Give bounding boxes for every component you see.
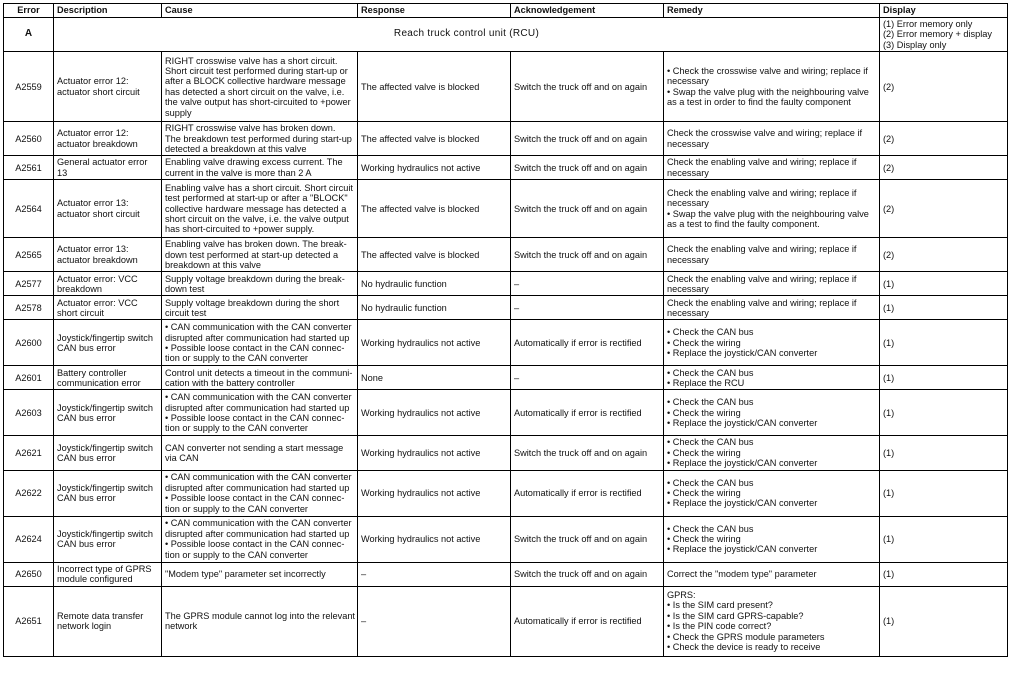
error-code: A2624 <box>4 516 54 562</box>
description-line: General actuator error <box>57 157 148 168</box>
remedy-line: as a test to find the faulty component. <box>667 219 820 230</box>
acknowledgement: Switch the truck off and on again <box>511 238 664 272</box>
acknowledgement: Switch the truck off and on again <box>511 180 664 238</box>
response: – <box>358 562 511 586</box>
display: (1) <box>880 436 1008 470</box>
description <box>54 272 162 296</box>
display: (2) <box>880 52 1008 122</box>
description-line: actuator breakdown <box>57 138 138 149</box>
description <box>54 320 162 366</box>
cause-line: has short-circuited to +power supply. <box>165 224 315 235</box>
cause <box>162 390 358 436</box>
cause-line: • Possible loose contact in the CAN connec- <box>165 412 345 423</box>
remedy-line: • Replace the RCU <box>667 377 745 388</box>
description <box>54 52 162 122</box>
acknowledgement: – <box>511 296 664 320</box>
remedy-line: Correct the "modem type" parameter <box>667 568 817 579</box>
error-code-table-page <box>3 3 1007 657</box>
error-code: A2560 <box>4 122 54 156</box>
section-band-row <box>4 18 1008 52</box>
remedy-line: Check the enabling valve and wiring; replace if <box>667 157 857 168</box>
description-line: Actuator error: VCC <box>57 273 138 284</box>
acknowledgement: Automatically if error is rectified <box>511 470 664 516</box>
remedy-line: • Check the CAN bus <box>667 523 754 534</box>
remedy <box>664 470 880 516</box>
response: None <box>358 366 511 390</box>
cause-line: Supply voltage breakdown during the short <box>165 297 340 308</box>
cause <box>162 586 358 656</box>
remedy <box>664 390 880 436</box>
description-line: Joystick/fingertip switch <box>57 402 153 413</box>
remedy-line: • Replace the joystick/CAN converter <box>667 544 818 555</box>
remedy <box>664 180 880 238</box>
cause-line: tion or supply to the CAN converter <box>165 423 308 434</box>
cause <box>162 156 358 180</box>
cause-line: RIGHT crosswise valve has broken down. <box>165 123 336 134</box>
remedy <box>664 296 880 320</box>
description <box>54 470 162 516</box>
acknowledgement: Switch the truck off and on again <box>511 436 664 470</box>
response: The affected valve is blocked <box>358 238 511 272</box>
cause-line: disrupted after communication had started up <box>165 482 350 493</box>
remedy-line: • Swap the valve plug with the neighbouring valve <box>667 86 869 97</box>
table-row <box>4 272 1008 296</box>
cause-line: Control unit detects a timeout in the communi- <box>165 367 353 378</box>
cause-line: has detected a short circuit on the valve, i.e. <box>165 86 345 97</box>
remedy-line: necessary <box>667 198 709 209</box>
header-acknowledgement: Acknowledgement <box>511 4 664 18</box>
remedy-line: Check the enabling valve and wiring; replace if <box>667 187 857 198</box>
display: (1) <box>880 516 1008 562</box>
description <box>54 296 162 320</box>
display: (1) <box>880 390 1008 436</box>
cause-line: Supply voltage breakdown during the break- <box>165 273 345 284</box>
cause-line: • CAN communication with the CAN converter <box>165 518 352 529</box>
description-line: Battery controller <box>57 367 127 378</box>
error-code: A2600 <box>4 320 54 366</box>
response: – <box>358 586 511 656</box>
display-legend <box>880 18 1008 52</box>
cause-line: cation with the battery controller <box>165 377 295 388</box>
error-code: A2621 <box>4 436 54 470</box>
description <box>54 436 162 470</box>
display: (1) <box>880 562 1008 586</box>
remedy-line: Check the crosswise valve and wiring; replace if <box>667 128 863 139</box>
acknowledgement: – <box>511 272 664 296</box>
cause <box>162 272 358 296</box>
acknowledgement: Automatically if error is rectified <box>511 320 664 366</box>
cause-line: down test <box>165 283 205 294</box>
table-row <box>4 238 1008 272</box>
remedy <box>664 122 880 156</box>
description-line: Actuator error 13: <box>57 244 129 255</box>
error-code: A2651 <box>4 586 54 656</box>
cause-line: • Possible loose contact in the CAN connec- <box>165 539 345 550</box>
remedy-line: • Check the crosswise valve and wiring; replace if <box>667 65 868 76</box>
description <box>54 586 162 656</box>
remedy-line: • Check the CAN bus <box>667 437 754 448</box>
remedy <box>664 562 880 586</box>
cause <box>162 470 358 516</box>
cause-line: The GPRS module cannot log into the relevant <box>165 610 355 621</box>
table-row <box>4 516 1008 562</box>
remedy-line: as a test in order to find the faulty component <box>667 97 851 108</box>
display-legend-3: (3) Display only <box>883 39 947 50</box>
header-remedy: Remedy <box>664 4 880 18</box>
response: Working hydraulics not active <box>358 390 511 436</box>
cause-line: down test performed at start-up detected a <box>165 249 339 260</box>
table-row <box>4 156 1008 180</box>
description-line: Remote data transfer <box>57 610 144 621</box>
cause <box>162 320 358 366</box>
error-code: A2565 <box>4 238 54 272</box>
description-line: communication error <box>57 377 141 388</box>
remedy <box>664 320 880 366</box>
table-row <box>4 586 1008 656</box>
cause-line: "Modem type" parameter set incorrectly <box>165 568 326 579</box>
table-row <box>4 436 1008 470</box>
response: Working hydraulics not active <box>358 436 511 470</box>
display: (2) <box>880 122 1008 156</box>
response: No hydraulic function <box>358 296 511 320</box>
cause-line: the valve output has short-circuited to +power <box>165 97 351 108</box>
cause-line: detected a breakdown at this valve <box>165 144 307 155</box>
acknowledgement: Switch the truck off and on again <box>511 516 664 562</box>
cause <box>162 516 358 562</box>
acknowledgement: Switch the truck off and on again <box>511 52 664 122</box>
display: (1) <box>880 296 1008 320</box>
description-line: Joystick/fingertip switch <box>57 332 153 343</box>
cause-line: Short circuit test performed during start-up or <box>165 65 348 76</box>
remedy <box>664 366 880 390</box>
remedy <box>664 156 880 180</box>
error-code: A2577 <box>4 272 54 296</box>
cause-line: short circuit on the valve, i.e. the valve output <box>165 213 349 224</box>
display: (1) <box>880 470 1008 516</box>
display-legend-1: (1) Error memory only <box>883 19 973 29</box>
remedy-line: necessary <box>667 76 709 87</box>
remedy-line: • Is the SIM card GPRS-capable? <box>667 610 804 621</box>
cause <box>162 366 358 390</box>
error-code: A2564 <box>4 180 54 238</box>
error-code-table <box>3 3 1008 657</box>
description-line: CAN bus error <box>57 539 116 550</box>
description <box>54 366 162 390</box>
remedy-line: • Replace the joystick/CAN converter <box>667 498 818 509</box>
remedy-line: • Check the wiring <box>667 407 741 418</box>
cause-line: • Possible loose contact in the CAN connec- <box>165 342 345 353</box>
remedy-line: • Check the GPRS module parameters <box>667 631 825 642</box>
description-line: network login <box>57 621 112 632</box>
description-line: Actuator error 13: <box>57 198 129 209</box>
description-line: Joystick/fingertip switch <box>57 528 153 539</box>
cause <box>162 52 358 122</box>
description <box>54 390 162 436</box>
remedy-line: • Check the device is ready to receive <box>667 642 821 652</box>
remedy-line: • Replace the joystick/CAN converter <box>667 458 818 469</box>
cause <box>162 296 358 320</box>
remedy-line: Check the enabling valve and wiring; replace if <box>667 244 857 255</box>
acknowledgement: Switch the truck off and on again <box>511 562 664 586</box>
remedy-line: necessary <box>667 167 709 178</box>
cause-line: tion or supply to the CAN converter <box>165 549 308 560</box>
description <box>54 180 162 238</box>
table-row <box>4 296 1008 320</box>
description-line: actuator short circuit <box>57 208 140 219</box>
description <box>54 238 162 272</box>
description <box>54 516 162 562</box>
table-row <box>4 52 1008 122</box>
response: No hydraulic function <box>358 272 511 296</box>
cause <box>162 122 358 156</box>
description-line: Joystick/fingertip switch <box>57 442 153 453</box>
cause-line: • Possible loose contact in the CAN connec- <box>165 493 345 504</box>
remedy-line: necessary <box>667 283 709 294</box>
cause-line: Enabling valve has a short circuit. Short circuit <box>165 182 353 193</box>
remedy-line: • Swap the valve plug with the neighbouring valve <box>667 208 869 219</box>
header-response: Response <box>358 4 511 18</box>
cause-line: current in the valve is more than 2 A <box>165 167 312 178</box>
error-code: A2603 <box>4 390 54 436</box>
remedy <box>664 516 880 562</box>
table-body <box>4 18 1008 657</box>
display: (1) <box>880 272 1008 296</box>
error-code: A2578 <box>4 296 54 320</box>
cause-line: supply <box>165 107 192 118</box>
remedy-line: • Check the wiring <box>667 337 741 348</box>
description-line: short circuit <box>57 307 104 318</box>
cause-line: Enabling valve drawing excess current. The <box>165 157 343 168</box>
description-line: CAN bus error <box>57 453 116 464</box>
description-line: CAN bus error <box>57 412 116 423</box>
remedy-line: necessary <box>667 254 709 265</box>
cause-line: Enabling valve has broken down. The break- <box>165 239 347 250</box>
header-display: Display <box>880 4 1008 18</box>
description-line: actuator breakdown <box>57 254 138 265</box>
cause-line: after a BLOCK collective hardware message <box>165 76 346 87</box>
cause-line: tion or supply to the CAN converter <box>165 503 308 514</box>
display: (1) <box>880 586 1008 656</box>
cause <box>162 562 358 586</box>
display: (2) <box>880 156 1008 180</box>
cause-line: via CAN <box>165 453 199 464</box>
description-line: CAN bus error <box>57 493 116 504</box>
cause-line: RIGHT crosswise valve has a short circuit. <box>165 55 338 66</box>
error-code: A2559 <box>4 52 54 122</box>
remedy <box>664 238 880 272</box>
description-line: Actuator error 12: <box>57 76 129 87</box>
acknowledgement: Automatically if error is rectified <box>511 586 664 656</box>
description-line: Actuator error 12: <box>57 128 129 139</box>
table-row <box>4 122 1008 156</box>
remedy-line: GPRS: <box>667 589 696 600</box>
acknowledgement: – <box>511 366 664 390</box>
remedy-line: • Replace the joystick/CAN converter <box>667 348 818 359</box>
cause <box>162 238 358 272</box>
cause-line: disrupted after communication had started up <box>165 528 350 539</box>
cause <box>162 436 358 470</box>
error-code: A2622 <box>4 470 54 516</box>
header-row <box>4 4 1008 18</box>
response: The affected valve is blocked <box>358 122 511 156</box>
cause-line: • CAN communication with the CAN converter <box>165 472 352 483</box>
cause-line: network <box>165 621 198 632</box>
table-row <box>4 562 1008 586</box>
response: The affected valve is blocked <box>358 180 511 238</box>
acknowledgement: Switch the truck off and on again <box>511 122 664 156</box>
display: (2) <box>880 180 1008 238</box>
remedy-line: • Check the CAN bus <box>667 477 754 488</box>
remedy-line: necessary <box>667 138 709 149</box>
display: (2) <box>880 238 1008 272</box>
section-title: Reach truck control unit (RCU) <box>54 18 880 52</box>
cause-line: collective hardware message has detected a <box>165 203 347 214</box>
header-error: Error <box>4 4 54 18</box>
remedy-line: necessary <box>667 307 709 318</box>
remedy-line: • Is the PIN code correct? <box>667 621 772 632</box>
table-row <box>4 390 1008 436</box>
remedy-line: • Replace the joystick/CAN converter <box>667 418 818 429</box>
cause-line: tion or supply to the CAN converter <box>165 353 308 364</box>
cause-line: The breakdown test performed during start-up <box>165 133 352 144</box>
description-line: breakdown <box>57 283 102 294</box>
remedy-line: • Check the CAN bus <box>667 367 754 378</box>
remedy <box>664 52 880 122</box>
display-legend-2: (2) Error memory + display <box>883 29 992 40</box>
cause-line: • CAN communication with the CAN converter <box>165 392 352 403</box>
error-code: A2561 <box>4 156 54 180</box>
section-letter: A <box>4 18 54 52</box>
description-line: actuator short circuit <box>57 86 140 97</box>
response: Working hydraulics not active <box>358 470 511 516</box>
header-description: Description <box>54 4 162 18</box>
remedy-line: Check the enabling valve and wiring; replace if <box>667 273 857 284</box>
cause-line: circuit test <box>165 307 207 318</box>
description <box>54 562 162 586</box>
cause-line: • CAN communication with the CAN converter <box>165 322 352 333</box>
display: (1) <box>880 320 1008 366</box>
remedy-line: • Check the wiring <box>667 447 741 458</box>
description <box>54 122 162 156</box>
description-line: Incorrect type of GPRS <box>57 563 152 574</box>
remedy-line: • Is the SIM card present? <box>667 600 773 611</box>
error-code: A2601 <box>4 366 54 390</box>
table-row <box>4 320 1008 366</box>
table-row <box>4 366 1008 390</box>
response: Working hydraulics not active <box>358 156 511 180</box>
acknowledgement: Switch the truck off and on again <box>511 156 664 180</box>
display: (1) <box>880 366 1008 390</box>
description-line: module configured <box>57 574 133 585</box>
description-line: Joystick/fingertip switch <box>57 482 153 493</box>
remedy <box>664 436 880 470</box>
cause-line: disrupted after communication had started up <box>165 402 350 413</box>
cause <box>162 180 358 238</box>
remedy <box>664 586 880 656</box>
cause-line: disrupted after communication had started up <box>165 332 350 343</box>
remedy-line: • Check the CAN bus <box>667 327 754 338</box>
cause-line: breakdown at this valve <box>165 260 262 271</box>
response: Working hydraulics not active <box>358 516 511 562</box>
description-line: CAN bus error <box>57 342 116 353</box>
response: The affected valve is blocked <box>358 52 511 122</box>
remedy <box>664 272 880 296</box>
cause-line: test performed at start-up or after a "BLOCK" <box>165 193 348 204</box>
cause-line: CAN converter not sending a start message <box>165 442 344 453</box>
remedy-line: • Check the CAN bus <box>667 397 754 408</box>
remedy-line: Check the enabling valve and wiring; replace if <box>667 297 857 308</box>
description-line: 13 <box>57 167 68 178</box>
header-cause: Cause <box>162 4 358 18</box>
response: Working hydraulics not active <box>358 320 511 366</box>
acknowledgement: Automatically if error is rectified <box>511 390 664 436</box>
table-row <box>4 180 1008 238</box>
table-row <box>4 470 1008 516</box>
error-code: A2650 <box>4 562 54 586</box>
description <box>54 156 162 180</box>
remedy-line: • Check the wiring <box>667 487 741 498</box>
description-line: Actuator error: VCC <box>57 297 138 308</box>
remedy-line: • Check the wiring <box>667 533 741 544</box>
